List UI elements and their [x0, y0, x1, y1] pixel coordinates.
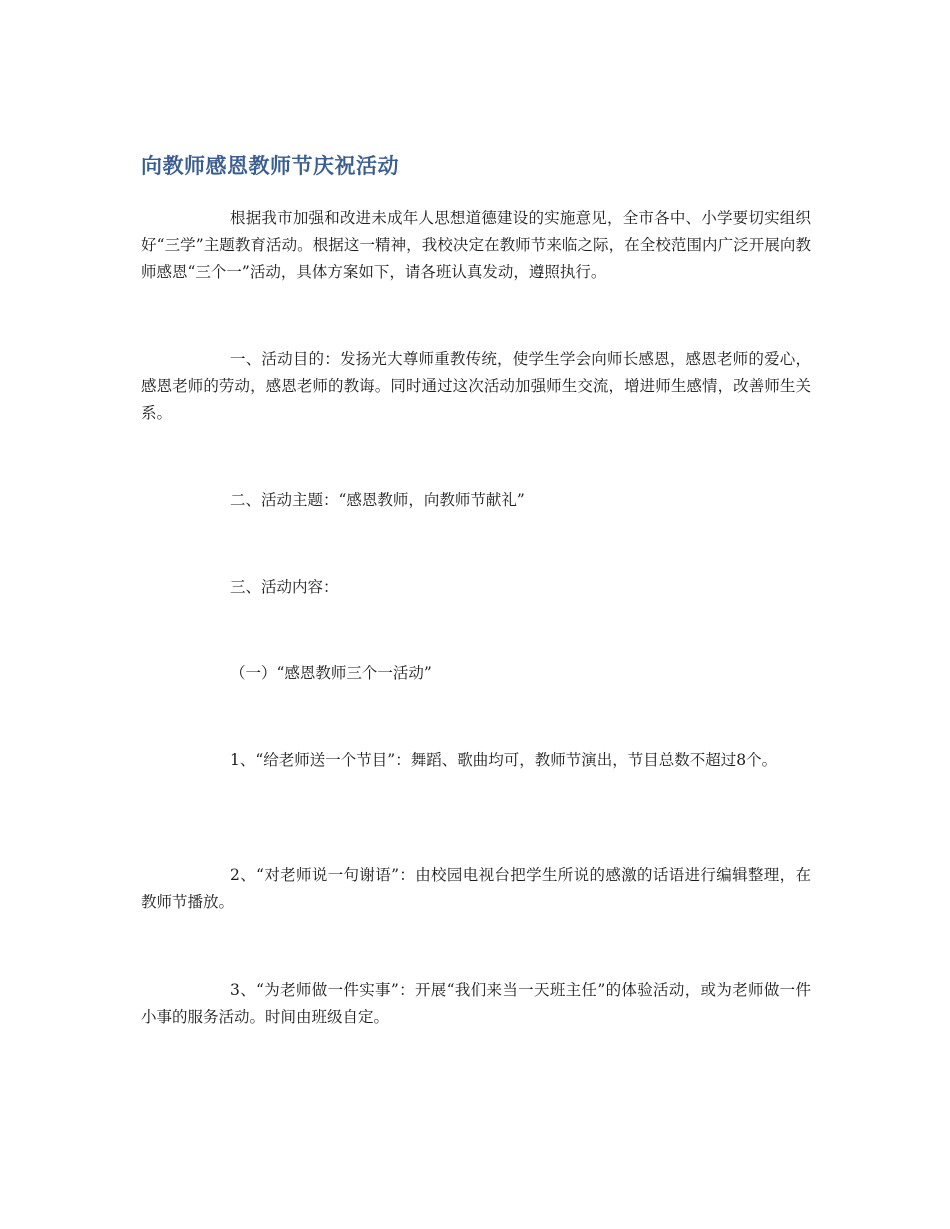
document-title: 向教师感恩教师节庆祝活动: [141, 154, 399, 178]
sub-section-heading: （一）“感恩教师三个一活动”: [230, 664, 432, 682]
activity-goal-paragraph: 一、活动目的：发扬光大尊师重教传统，使学生学会向师长感恩，感恩老师的爱心，感恩老师的劳动，感恩老师的教诲。同时通过这次活动加强师生交流，增进师生感情，改善师生关系。: [141, 350, 811, 422]
list-item-1: 1、“给老师送一个节目”：舞蹈、歌曲均可，教师节演出，节目总数不超过8个。: [230, 751, 778, 769]
list-item-2: 2、“对老师说一句谢语”：由校园电视台把学生所说的感激的话语进行编辑整理，在教师节播放。: [141, 866, 811, 911]
list-item-3: 3、“为老师做一件实事”：开展“我们来当一天班主任”的体验活动，或为老师做一件小事的服务活动。时间由班级自定。: [141, 981, 811, 1026]
activity-theme-paragraph: 二、活动主题：“感恩教师，向教师节献礼”: [230, 491, 525, 509]
activity-content-heading: 三、活动内容：: [230, 578, 339, 596]
intro-paragraph: 根据我市加强和改进未成年人思想道德建设的实施意见，全市各中、小学要切实组织好“三学”主题教育活动。根据这一精神，我校决定在教师节来临之际，在全校范围内广泛开展向教师感恩“三个一”活动，具体方案如下，请各班认真发动，遵照执行。: [141, 209, 811, 281]
